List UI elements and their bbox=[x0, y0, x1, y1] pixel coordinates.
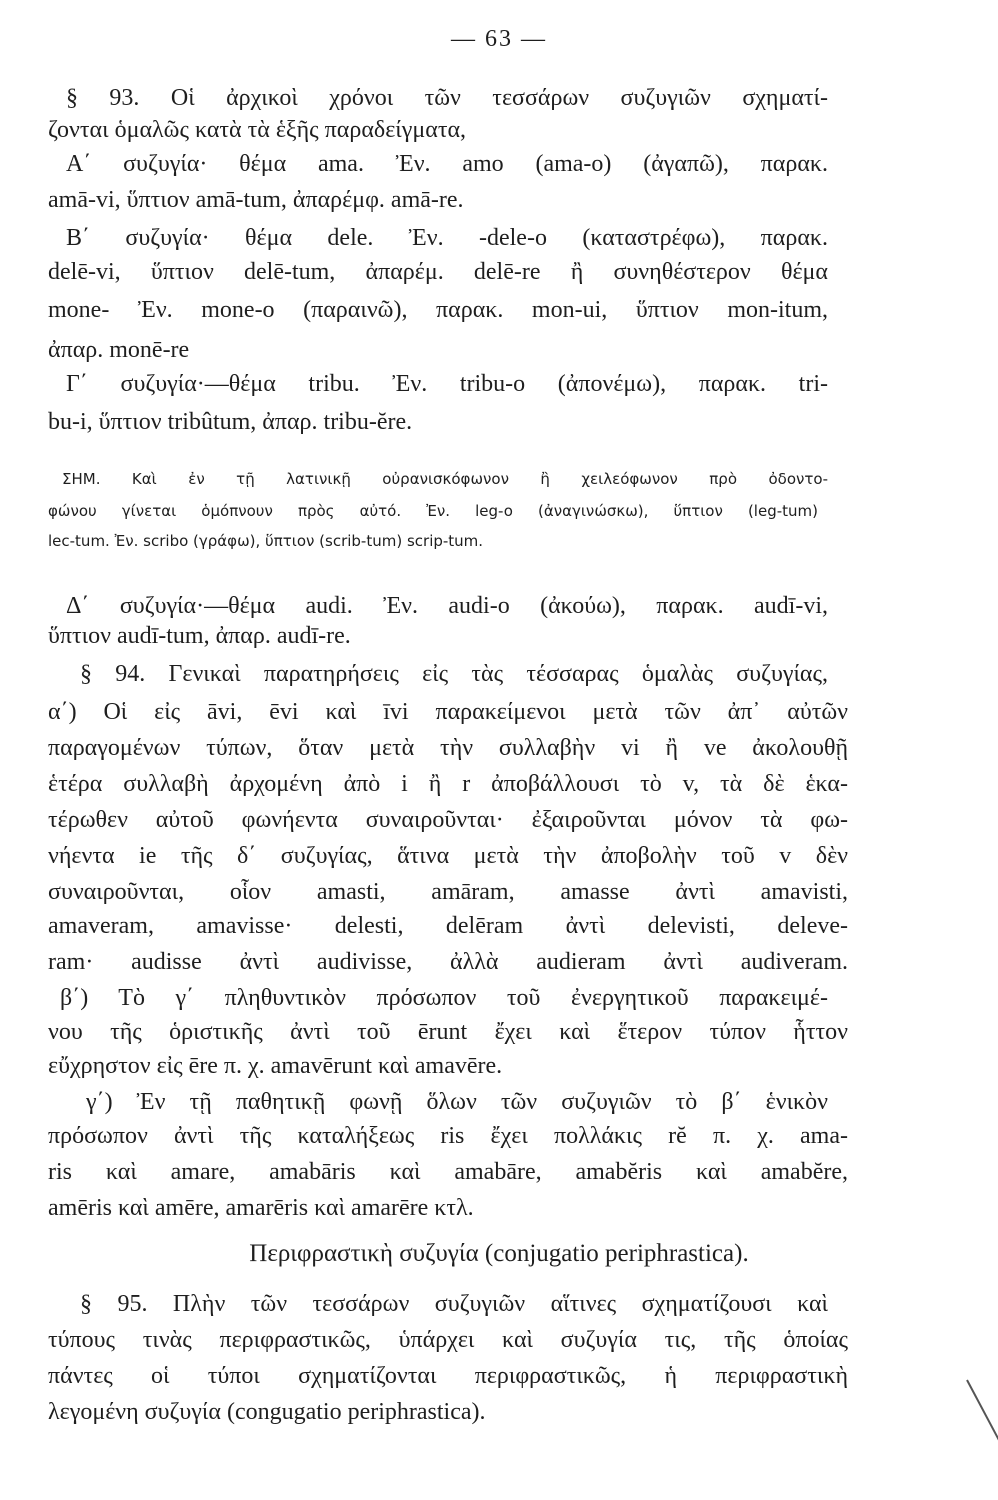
text-line: παραγομένων τύπων, ὅταν μετὰ τὴν συλλαβὴν vi ἢ ve ἀκολουθῇ bbox=[48, 735, 848, 761]
text-line: Β΄ συζυγία· θέμα dele. Ἐν. -dele-o (καταστρέφω), παρακ. bbox=[66, 225, 828, 251]
note-line: lec-tum. Ἐν. scribo (γράφω), ὕπτιον (scrib-tum) scrip-tum. bbox=[48, 532, 484, 550]
text-line: γ΄) Ἐν τῇ παθητικῇ φωνῇ ὅλων τῶν συζυγιῶν τὸ β΄ ἑνικὸν bbox=[86, 1089, 828, 1115]
text-line: delē-vi, ὕπτιον delē-tum, ἀπαρέμ. delē-re ἢ συνηθέστερον θέμα bbox=[48, 259, 828, 285]
text-line: πάντες οἱ τύποι σχηματίζονται περιφραστικῶς, ἡ περιφραστικὴ bbox=[48, 1363, 848, 1389]
text-line: § 94. Γενικαὶ παρατηρήσεις εἰς τὰς τέσσαρας ὁμαλὰς συζυγίας, bbox=[80, 661, 828, 687]
note-line: ΣΗΜ. Καὶ ἐν τῇ λατινικῇ οὐρανισκόφωνον ἢ χειλεόφωνον πρὸ ὀδοντο- bbox=[62, 470, 828, 488]
text-line: Γ΄ συζυγία·—θέμα tribu. Ἐν. tribu-o (ἀπονέμω), παρακ. tri- bbox=[66, 371, 828, 397]
text-line: bu-i, ὕπτιον tribûtum, ἀπαρ. tribu-ĕre. bbox=[48, 409, 413, 435]
text-line: Α΄ συζυγία· θέμα ama. Ἐν. amo (ama-o) (ἀγαπῶ), παρακ. bbox=[66, 151, 828, 177]
text-line: νου τῆς ὁριστικῆς ἀντὶ τοῦ ērunt ἔχει καὶ ἕτερον τύπον ἧττον bbox=[48, 1019, 848, 1045]
text-line: § 95. Πλὴν τῶν τεσσάρων συζυγιῶν αἵτινες σχηματίζουσι καὶ bbox=[80, 1291, 828, 1317]
text-line: amā-vi, ὕπτιον amā-tum, ἀπαρέμφ. amā-re. bbox=[48, 187, 464, 213]
text-line: ris καὶ amare, amabāris καὶ amabāre, amabĕris καὶ amabĕre, bbox=[48, 1159, 848, 1185]
section-heading: Περιφραστικὴ συζυγία (conjugatio periphrastica). bbox=[249, 1240, 749, 1267]
text-line: mone- Ἐν. mone-o (παραινῶ), παρακ. mon-ui, ὕπτιον mon-itum, bbox=[48, 297, 828, 323]
text-line: § 93. Οἱ ἀρχικοὶ χρόνοι τῶν τεσσάρων συζυγιῶν σχηματί- bbox=[66, 85, 828, 111]
text-line: ἀπαρ. monē-re bbox=[48, 337, 190, 363]
text-line: β΄) Τὸ γ΄ πληθυντικὸν πρόσωπον τοῦ ἐνεργητικοῦ παρακειμέ- bbox=[60, 985, 828, 1011]
text-line: εὔχρηστον εἰς ēre π. χ. amavērunt καὶ amavēre. bbox=[48, 1053, 503, 1079]
text-line: Δ΄ συζυγία·—θέμα audi. Ἐν. audi-o (ἀκούω), παρακ. audī-vi, bbox=[66, 593, 828, 619]
text-line: amaveram, amavisse· delesti, delēram ἀντὶ delevisti, deleve- bbox=[48, 913, 848, 939]
page-number: — 63 — bbox=[451, 26, 547, 52]
text-line: συναιροῦνται, οἷον amasti, amāram, amasse ἀντὶ amavisti, bbox=[48, 879, 848, 905]
text-line: τύπους τινὰς περιφραστικῶς, ὑπάρχει καὶ συζυγία τις, τῆς ὁποίας bbox=[48, 1327, 848, 1353]
text-line: ram· audisse ἀντὶ audivisse, ἀλλὰ audieram ἀντὶ audiveram. bbox=[48, 949, 848, 975]
text-line: πρόσωπον ἀντὶ τῆς καταλήξεως ris ἔχει πολλάκις rĕ π. χ. ama- bbox=[48, 1123, 848, 1149]
text-line: τέρωθεν αὐτοῦ φωνήεντα συναιροῦνται· ἐξαιροῦνται μόνον τὰ φω- bbox=[48, 807, 848, 833]
text-line: ἑτέρα συλλαβὴ ἀρχομένη ἀπὸ i ἢ r ἀποβάλλουσι τὸ v, τὰ δὲ ἑκα- bbox=[48, 771, 848, 797]
text-line: α΄) Οἱ εἰς āvi, ēvi καὶ īvi παρακείμενοι μετὰ τῶν ἀπ᾽ αὐτῶν bbox=[48, 699, 848, 725]
text-line: νήεντα ie τῆς δ΄ συζυγίας, ἅτινα μετὰ τὴν ἀποβολὴν τοῦ v δὲν bbox=[48, 843, 848, 869]
text-line: ζονται ὁμαλῶς κατὰ τὰ ἑξῆς παραδείγματα, bbox=[48, 117, 467, 143]
text-line: amēris καὶ amēre, amarēris καὶ amarēre κτλ. bbox=[48, 1195, 474, 1221]
note-line: φώνου γίνεται ὁμόπνουν πρὸς αὐτό. Ἐν. leg-o (ἀναγινώσκω), ὕπτιον (leg-tum) bbox=[48, 502, 818, 520]
text-line: ὕπτιον audī-tum, ἀπαρ. audī-re. bbox=[48, 623, 351, 649]
text-line: λεγομένη συζυγία (congugatio periphrastica). bbox=[48, 1399, 486, 1425]
pencil-stroke bbox=[966, 1380, 998, 1443]
